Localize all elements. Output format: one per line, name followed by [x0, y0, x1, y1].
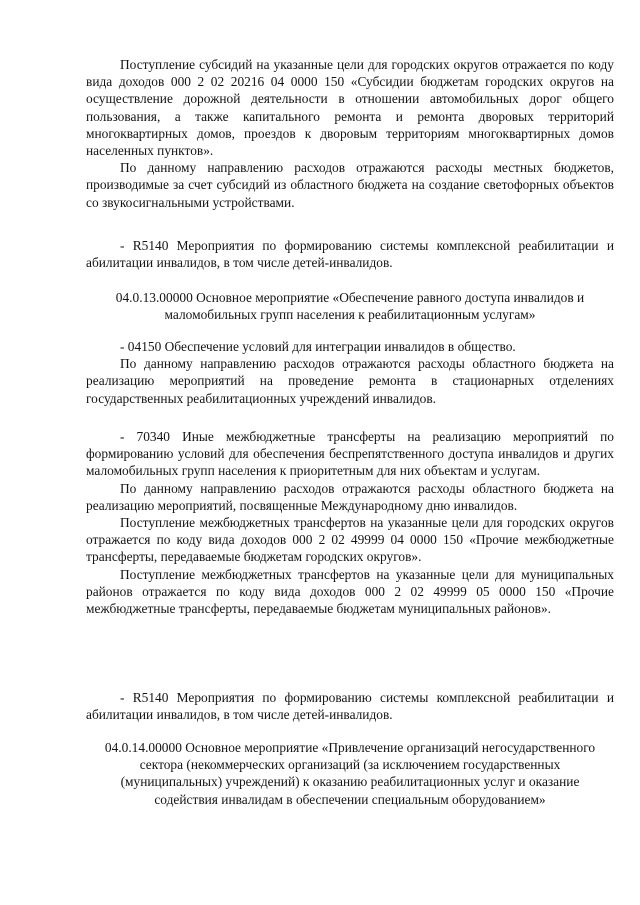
paragraph: - R5140 Мероприятия по формированию системы комплексной реабилитации и абилитации инвалидов, в том числе детей-инвалидов.: [86, 690, 614, 723]
section-heading: 04.0.14.00000 Основное мероприятие «Привлечение организаций негосударственного сектора (некоммерческих организаций (за исключением государственных (муниципальных) учреждений) к оказанию реабилитационных услуг и оказание содействия инвалидам в обеспечении специальным оборудованием»: [104, 740, 596, 807]
section-subsidies: [86, 56, 614, 211]
section-heading-04-0-14: [96, 739, 604, 808]
paragraph: - R5140 Мероприятия по формированию системы комплексной реабилитации и абилитации инвалидов, в том числе детей-инвалидов.: [86, 238, 614, 271]
paragraph: По данному направлению расходов отражаются расходы местных бюджетов, производимые за счет субсидий из областного бюджета на создание светофорных объектов со звукосигнальными устройствами.: [86, 160, 614, 210]
section-heading-04-0-13: [96, 289, 604, 323]
section-04150: [86, 338, 614, 407]
paragraph: По данному направлению расходов отражаются расходы областного бюджета на реализацию мероприятий, посвященные Международному дню инвалидов.: [86, 480, 614, 513]
paragraph: - 04150 Обеспечение условий для интеграции инвалидов в общество.: [120, 339, 516, 354]
section-r5140-first: [86, 237, 614, 271]
paragraph: По данному направлению расходов отражаются расходы областного бюджета на реализацию мероприятий на проведение ремонта в стационарных отделениях государственных реабилитационных учреждений инвалидов.: [86, 356, 614, 406]
paragraph: Поступление межбюджетных трансфертов на указанные цели для городских округов отражается по коду вида доходов 000 2 02 49999 04 0000 150 «Прочие межбюджетные трансферты, передаваемые бюджетам городских округов».: [86, 515, 614, 565]
paragraph: Поступление субсидий на указанные цели для городских округов отражается по коду вида доходов 000 2 02 20216 04 0000 150 «Субсидии бюджетам городских округов на осуществление дорожной деятельности в отношении автомобильных дорог общего пользования, а также капитального ремонта и ремонта дворовых территорий многоквартирных домов, проездов к дворовым территориям многоквартирных домов населенных пунктов».: [86, 57, 614, 159]
section-r5140-second: [86, 689, 614, 723]
section-heading: 04.0.13.00000 Основное мероприятие «Обеспечение равного доступа инвалидов и маломобильных групп населения к реабилитационным услугам»: [115, 290, 585, 323]
paragraph: Поступление межбюджетных трансфертов на указанные цели для муниципальных районов отражается по коду вида доходов 000 2 02 49999 05 0000 150 «Прочие межбюджетные трансферты, передаваемые бюджетам муниципальных районов».: [86, 566, 614, 617]
section-70340: [86, 428, 614, 617]
paragraph: - 70340 Иные межбюджетные трансферты на реализацию мероприятий по формированию условий для обеспечения беспрепятственного доступа инвалидов и других маломобильных групп населения к приоритетным для них объектам и услугам.: [86, 429, 614, 479]
